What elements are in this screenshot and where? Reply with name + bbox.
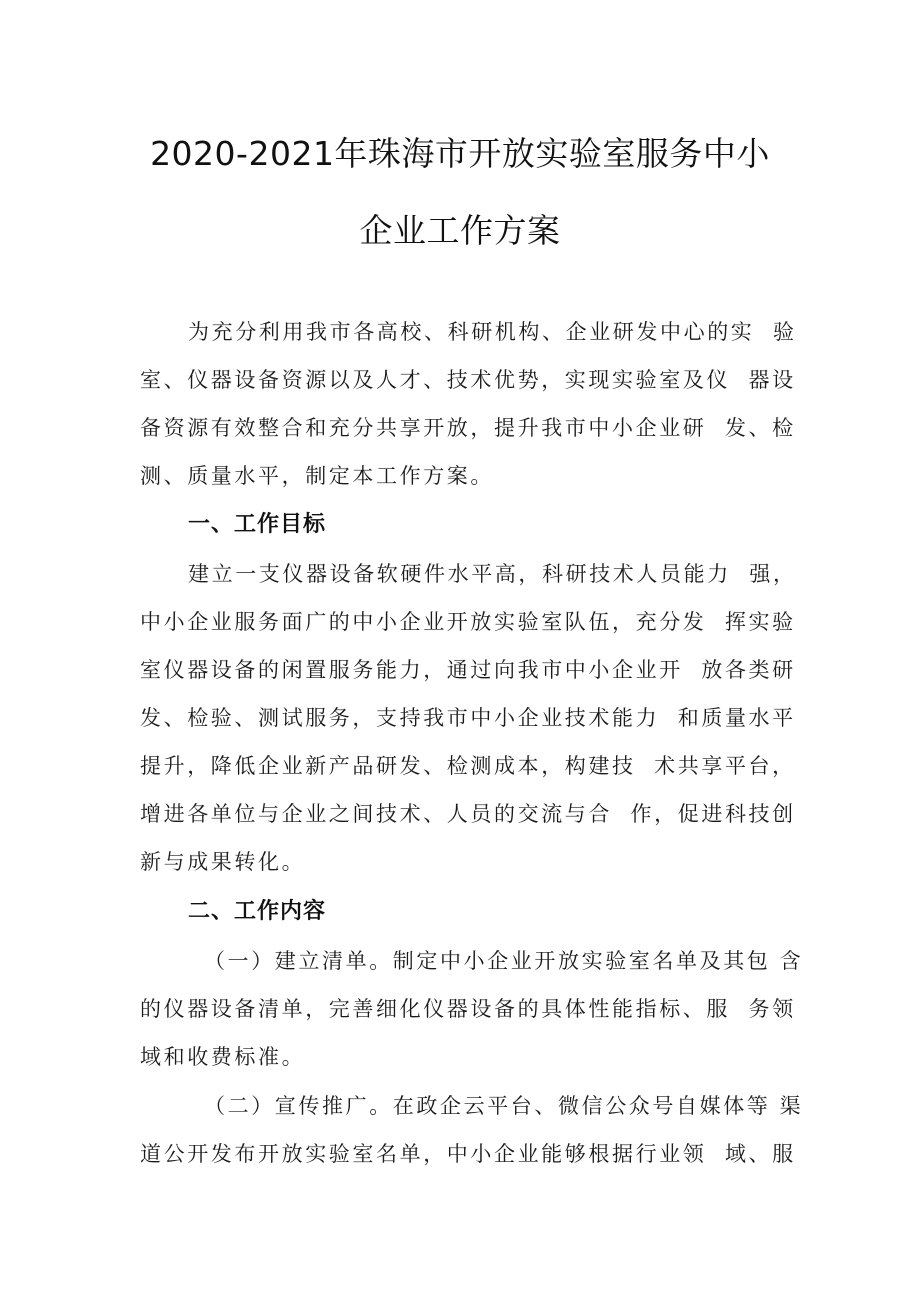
section-1-line: 增进各单位与企业之间技术、人员的交流与合 作，促进科技创 <box>140 802 796 826</box>
document-title-line-2: 企业工作方案 <box>359 211 561 250</box>
section-1-line: 中小企业服务面广的中小企业开放实验室队伍，充分发 挥实验 <box>140 610 796 634</box>
intro-line: 室、仪器设备资源以及人才、技术优势，实现实验室及仪 器设 <box>140 368 796 392</box>
section-1-line: 提升，降低企业新产品研发、检测成本，构建技 术共享平台， <box>140 754 796 778</box>
section-1-line: 室仪器设备的闲置服务能力，通过向我市中小企业开 放各类研 <box>140 658 796 682</box>
section-heading-goals: 一、工作目标 <box>188 512 327 537</box>
section-2-item-1-line: 域和收费标准。 <box>140 1045 306 1069</box>
section-heading-content: 二、工作内容 <box>188 899 327 924</box>
section-1-line: 新与成果转化。 <box>140 850 306 874</box>
section-1-line: 发、检验、测试服务，支持我市中小企业技术能力 和质量水平 <box>140 706 796 730</box>
intro-line: 备资源有效整合和充分共享开放，提升我市中小企业研 发、检 <box>140 416 796 440</box>
intro-line: 测、质量水平，制定本工作方案。 <box>140 464 494 488</box>
section-2-item-2-line: 道公开发布开放实验室名单，中小企业能够根据行业领 域、服 <box>140 1142 796 1166</box>
intro-line: 为充分利用我市各高校、科研机构、企业研发中心的实 验 <box>188 320 797 344</box>
document-title-line-1: 2020-2021年珠海市开放实验室服务中小 <box>150 134 770 173</box>
section-2-item-2-line: （二）宣传推广。在政企云平台、微信公众号自媒体等 渠 <box>204 1094 804 1118</box>
section-1-line: 建立一支仪器设备软硬件水平高，科研技术人员能力 强， <box>188 562 797 586</box>
section-2-item-1-line: 的仪器设备清单，完善细化仪器设备的具体性能指标、服 务领 <box>140 997 796 1021</box>
section-2-item-1-line: （一）建立清单。制定中小企业开放实验室名单及其包 含 <box>204 949 804 973</box>
